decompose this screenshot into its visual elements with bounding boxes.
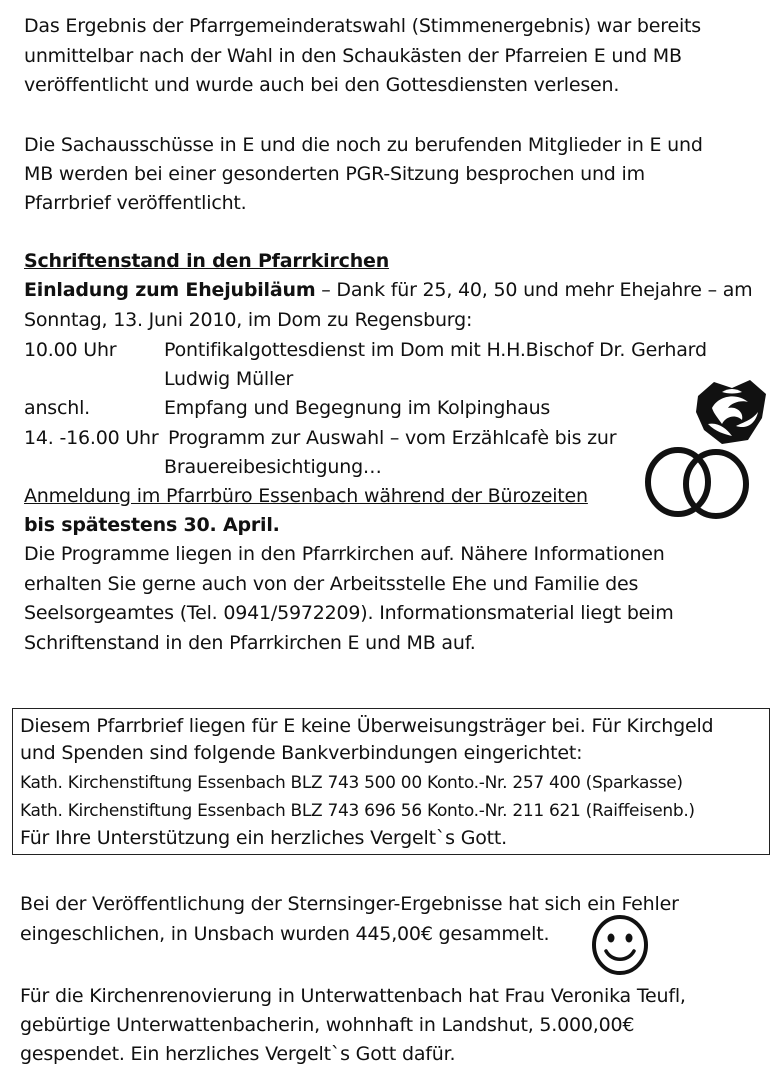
registration-notice: Anmeldung im Pfarrbüro Essenbach während der Bürozeiten: [24, 485, 588, 507]
intro-para2-line3: Pfarrbrief veröffentlicht.: [24, 192, 247, 214]
schedule-text-2: Empfang und Begegnung im Kolpinghaus: [164, 397, 551, 419]
donation-line1: Für die Kirchenrenovierung in Unterwattenbach hat Frau Veronika Teufl,: [20, 985, 686, 1007]
correction-line2: eingeschlichen, in Unsbach wurden 445,00€ gesammelt.: [20, 923, 550, 945]
schedule-text-3: Programm zur Auswahl – vom Erzählcafè bis zur: [168, 427, 617, 449]
correction-line1: Bei der Veröffentlichung der Sternsinger-Ergebnisse hat sich ein Fehler: [20, 893, 679, 915]
bank-line1: Diesem Pfarrbrief liegen für E keine Überweisungsträger bei. Für Kirchgeld: [20, 715, 714, 737]
info-line1: Die Programme liegen in den Pfarrkirchen auf. Nähere Informationen: [24, 543, 665, 565]
invite-rest: – Dank für 25, 40, 50 und mehr Ehejahre – am: [315, 279, 753, 301]
donation-line2: gebürtige Unterwattenbacherin, wohnhaft in Landshut, 5.000,00€: [20, 1014, 635, 1036]
info-line3: Seelsorgeamtes (Tel. 0941/5972209). Informationsmaterial liegt beim: [24, 602, 674, 624]
smiley-icon: [590, 914, 650, 976]
section-heading: Schriftenstand in den Pfarrkirchen: [24, 250, 390, 272]
bank-line2: und Spenden sind folgende Bankverbindungen eingerichtet:: [20, 742, 583, 764]
intro-para1-line3: veröffentlicht und wurde auch bei den Gottesdiensten verlesen.: [24, 74, 620, 96]
intro-para1-line2: unmittelbar nach der Wahl in den Schaukästen der Pfarreien E und MB: [24, 45, 682, 67]
invite-line1: [24, 278, 752, 302]
info-line2: erhalten Sie gerne auch von der Arbeitsstelle Ehe und Familie des: [24, 573, 639, 595]
bank-account-sparkasse: Kath. Kirchenstiftung Essenbach BLZ 743 500 00 Konto.-Nr. 257 400 (Sparkasse): [20, 773, 683, 793]
schedule-text-1: Pontifikalgottesdienst im Dom mit H.H.Bischof Dr. Gerhard: [164, 339, 707, 361]
schedule-cont-3: Brauereibesichtigung…: [164, 456, 382, 478]
intro-para2-line1: Die Sachausschüsse in E und die noch zu berufenden Mitglieder in E und: [24, 134, 703, 156]
intro-para2-line2: MB werden bei einer gesonderten PGR-Sitzung besprochen und im: [24, 163, 645, 185]
deadline: bis spätestens 30. April.: [24, 514, 280, 536]
schedule-time-2: anschl.: [24, 397, 90, 419]
schedule-time-3: 14. -16.00 Uhr: [24, 427, 159, 449]
info-line4: Schriftenstand in den Pfarrkirchen E und MB auf.: [24, 632, 476, 654]
wedding-rings-icon: [638, 440, 756, 522]
invite-line2: Sonntag, 13. Juni 2010, im Dom zu Regensburg:: [24, 309, 473, 331]
invite-bold: Einladung zum Ehejubiläum: [24, 279, 316, 301]
bank-account-raiffeisen: Kath. Kirchenstiftung Essenbach BLZ 743 696 56 Konto.-Nr. 211 621 (Raiffeisenb.): [20, 801, 695, 821]
intro-para1-line1: Das Ergebnis der Pfarrgemeinderatswahl (Stimmenergebnis) war bereits: [24, 15, 701, 37]
donation-line3: gespendet. Ein herzliches Vergelt`s Gott dafür.: [20, 1043, 456, 1065]
schedule-cont-1: Ludwig Müller: [164, 368, 294, 390]
schedule-time-1: 10.00 Uhr: [24, 339, 117, 361]
bank-thanks: Für Ihre Unterstützung ein herzliches Vergelt`s Gott.: [20, 827, 507, 849]
